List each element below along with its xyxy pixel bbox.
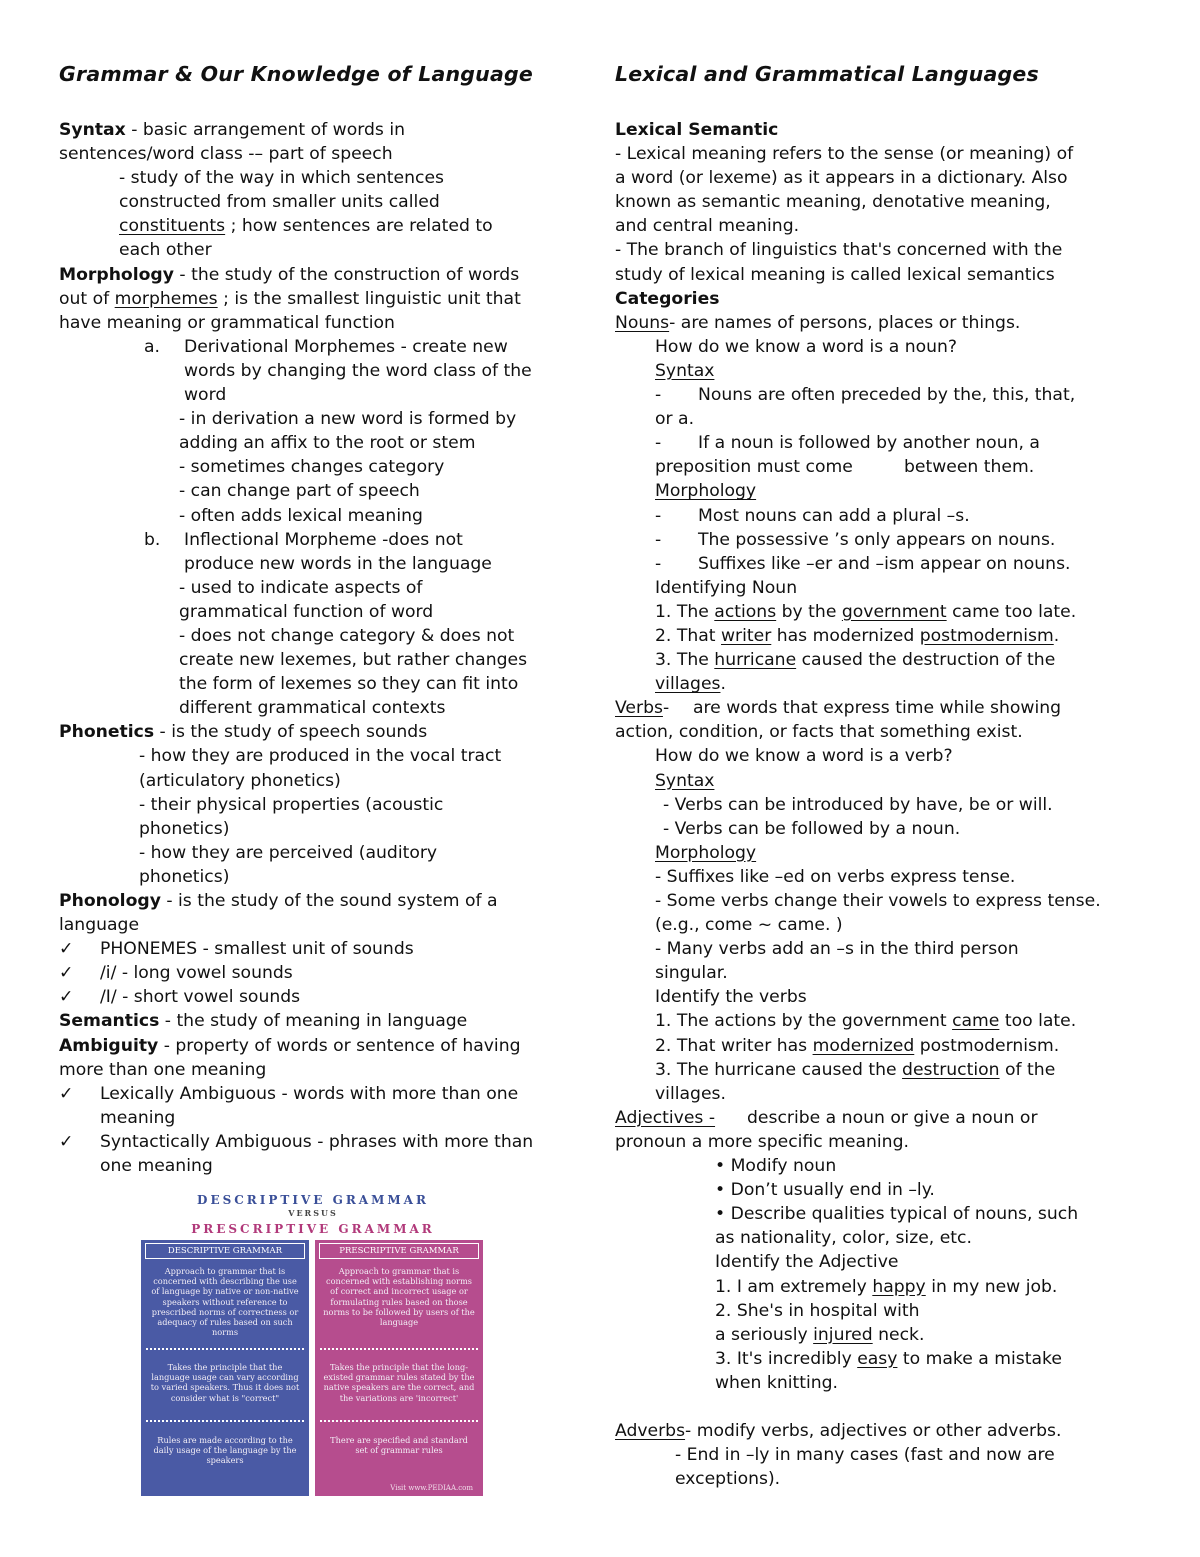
example-text: villages.: [655, 1083, 726, 1104]
adjectives-line: [615, 1130, 1160, 1154]
ambiguity-line: [59, 1082, 589, 1106]
example-text: 1. I am extremely: [715, 1276, 873, 1297]
adverbs-line: [615, 1467, 1160, 1491]
syntax-line: [59, 214, 589, 238]
adjectives-line: [615, 1202, 1160, 1226]
example-verb: destruction: [902, 1059, 1000, 1080]
adjectives-bullet: • Don’t usually end in –ly.: [715, 1180, 935, 1201]
adverbs-item: - End in –ly in many cases (fast and now are: [675, 1445, 1055, 1466]
divider: [320, 1348, 478, 1350]
categories-term: Categories: [615, 288, 720, 309]
dash: -: [655, 385, 662, 406]
phonetics-term: Phonetics: [59, 722, 155, 743]
ambiguity-def: more than one meaning: [59, 1059, 267, 1080]
example-text: when knitting.: [715, 1372, 839, 1393]
adjectives-example: [615, 1299, 1160, 1323]
phonetics-line: [59, 769, 589, 793]
infographic-versus: VERSUS: [288, 1208, 338, 1218]
example-text: 2. She's in hospital with: [715, 1300, 920, 1321]
descriptive-cell: Rules are made according to the daily usage of the language by the speakers: [153, 1435, 297, 1466]
nouns-item: or a.: [655, 409, 695, 430]
blank-line: [615, 1395, 1160, 1419]
morphology-line: [59, 552, 589, 576]
adverbs-term: Adverbs: [615, 1421, 686, 1442]
phonology-def: language: [59, 915, 140, 936]
morphology-line: [59, 576, 589, 600]
morphology-line: [59, 335, 589, 359]
verbs-item: - Suffixes like –ed on verbs express tense.: [655, 866, 1016, 887]
divider: [146, 1420, 304, 1422]
phonology-line: [59, 985, 589, 1009]
phonetics-item: phonetics): [139, 818, 230, 839]
dash: -: [655, 529, 662, 550]
lexsem-line: [615, 238, 1160, 262]
verbs-item: - Some verbs change their vowels to express tense.: [655, 891, 1101, 911]
morphology-line: [59, 359, 589, 383]
ambiguity-line: [59, 1154, 589, 1178]
morphology-item: - sometimes changes category: [179, 457, 445, 478]
syntax-subheading: Syntax: [655, 770, 715, 791]
morphology-line: [59, 455, 589, 479]
nouns-line: [615, 479, 1160, 503]
example-text: in my new job.: [925, 1276, 1058, 1297]
check-icon: ✓: [59, 987, 74, 1008]
example-noun: villages: [655, 674, 721, 695]
nouns-item: between them.: [904, 457, 1035, 478]
syntax-def: - basic arrangement of words in: [125, 120, 405, 140]
ambiguity-item: Syntactically Ambiguous - phrases with more than: [100, 1131, 534, 1152]
verbs-line: [615, 889, 1160, 913]
divider: [146, 1348, 304, 1350]
nouns-line: [615, 359, 1160, 383]
phonology-def: - is the study of the sound system of a: [160, 891, 498, 911]
example-text: has modernized: [771, 625, 920, 646]
adjectives-bullet: • Modify noun: [715, 1156, 837, 1177]
morphology-item: - in derivation a new word is formed by: [179, 409, 517, 430]
check-icon: ✓: [59, 1083, 74, 1104]
morphemes-term: morphemes: [114, 288, 218, 309]
nouns-example: [615, 648, 1160, 672]
example-text: 1. The actions by the government: [655, 1011, 953, 1032]
syntax-detail: ; how sentences are related to: [225, 216, 493, 237]
verbs-subheading: Identify the verbs: [655, 987, 807, 1008]
syntax-line: [59, 238, 589, 262]
descriptive-cell: Takes the principle that the language usage can vary according to varied speakers. Thus it does not consider what is "correct": [150, 1362, 300, 1403]
divider: [320, 1420, 478, 1422]
morphology-line: [59, 600, 589, 624]
phonology-line: [59, 913, 589, 937]
nouns-line: [615, 528, 1160, 552]
nouns-def: - are names of persons, places or things.: [669, 312, 1021, 333]
nouns-item: Nouns are often preceded by the, this, that,: [698, 385, 1076, 406]
nouns-line: [615, 407, 1160, 431]
nouns-subheading: Identifying Noun: [655, 577, 798, 598]
phonetics-line: [59, 744, 589, 768]
adjectives-line: [615, 1106, 1160, 1130]
morphology-item: Derivational Morphemes - create new: [184, 336, 508, 357]
syntax-term: Syntax: [59, 120, 126, 140]
lexsem-text: and central meaning.: [615, 216, 800, 237]
morphology-item: Inflectional Morpheme -does not: [184, 529, 463, 550]
phonology-item: PHONEMES - smallest unit of sounds: [100, 939, 414, 960]
syntax-detail: each other: [119, 240, 212, 261]
example-verb: came: [952, 1011, 1000, 1032]
morphology-subheading: Morphology: [655, 842, 757, 863]
nouns-example: [615, 672, 1160, 696]
prescriptive-column: [315, 1240, 483, 1496]
verbs-item: (e.g., come ~ came. ): [655, 915, 843, 936]
lexical-semantic-heading: [615, 118, 1160, 142]
example-verb: modernized: [812, 1035, 915, 1056]
categories-heading: [615, 287, 1160, 311]
example-adjective: easy: [857, 1348, 898, 1369]
adverbs-line: [615, 1419, 1160, 1443]
verbs-line: [615, 865, 1160, 889]
descriptive-heading: DESCRIPTIVE GRAMMAR: [145, 1243, 305, 1259]
phonetics-item: phonetics): [139, 866, 230, 887]
example-text: 1. The: [655, 601, 715, 622]
nouns-line: [615, 311, 1160, 335]
morphology-def: ; is the smallest linguistic unit that: [217, 288, 521, 309]
adjectives-bullet: as nationality, color, size, etc.: [715, 1228, 972, 1249]
nouns-line: [615, 576, 1160, 600]
syntax-line: [59, 118, 589, 142]
adjectives-term: Adjectives -: [615, 1107, 716, 1128]
lexsem-line: [615, 214, 1160, 238]
morphology-line: [59, 263, 589, 287]
verbs-line: [615, 720, 1160, 744]
adjectives-line: [615, 1226, 1160, 1250]
ambiguity-term: Ambiguity: [59, 1035, 159, 1056]
example-text: a seriously: [715, 1324, 814, 1345]
phonetics-line: [59, 793, 589, 817]
lexsem-text: known as semantic meaning, denotative meaning,: [615, 192, 1051, 213]
prescriptive-cell: Approach to grammar that is concerned with establishing norms of correct and incorrect usage or formulating rules based on those norms to be followed by users of the language: [323, 1266, 475, 1328]
phonetics-item: (articulatory phonetics): [139, 770, 341, 791]
morphology-line: [59, 672, 589, 696]
phonetics-item: - how they are perceived (auditory: [139, 842, 438, 863]
nouns-item: If a noun is followed by another noun, a: [698, 433, 1040, 454]
right-title: Lexical and Grammatical Languages: [615, 62, 1039, 86]
verbs-def: are words that express time while showing: [692, 698, 1062, 719]
adjectives-example: [615, 1275, 1160, 1299]
verbs-line: [615, 817, 1160, 841]
nouns-question: How do we know a word is a noun?: [655, 336, 958, 357]
example-text: 3. The: [655, 650, 715, 671]
verbs-item: singular.: [655, 963, 728, 984]
ambiguity-line: [59, 1106, 589, 1130]
morphology-subheading: Morphology: [655, 481, 757, 502]
lexsem-line: [615, 190, 1160, 214]
example-text: postmodernism.: [914, 1035, 1060, 1056]
verbs-dash: -: [662, 698, 670, 719]
check-icon: ✓: [59, 963, 74, 984]
dash: -: [655, 505, 662, 526]
lexsem-text: - Lexical meaning refers to the sense (or meaning) of: [615, 144, 1074, 165]
ambiguity-item: meaning: [100, 1107, 176, 1128]
ambiguity-item: Lexically Ambiguous - words with more than one: [100, 1083, 519, 1104]
nouns-item: preposition must come: [655, 457, 853, 478]
lexical-semantic-term: Lexical Semantic: [615, 120, 779, 140]
ambiguity-line: [59, 1130, 589, 1154]
check-icon: ✓: [59, 939, 74, 960]
ambiguity-def: - property of words or sentence of having: [158, 1035, 521, 1056]
adjectives-line: [615, 1178, 1160, 1202]
morphology-line: [59, 407, 589, 431]
example-noun: government: [841, 601, 947, 622]
lexsem-line: [615, 263, 1160, 287]
example-text: .: [720, 674, 726, 695]
descriptive-column: [141, 1240, 309, 1496]
syntax-line: [59, 190, 589, 214]
morphology-item: produce new words in the language: [184, 553, 492, 574]
verbs-term: Verbs: [615, 698, 663, 719]
adverbs-def: - modify verbs, adjectives or other adverbs.: [685, 1421, 1062, 1442]
morphology-line: [59, 504, 589, 528]
morphology-line: [59, 383, 589, 407]
example-text: of the: [999, 1059, 1056, 1080]
syntax-line: [59, 142, 589, 166]
dash: -: [655, 553, 662, 574]
morphology-line: [59, 528, 589, 552]
syntax-detail: - study of the way in which sentences: [119, 168, 444, 189]
morphology-item: adding an affix to the root or stem: [179, 433, 476, 454]
prescriptive-cell: Takes the principle that the long-existed grammar rules stated by the native speakers are the correct, and the variations are 'incorrect': [323, 1362, 475, 1403]
adjectives-example: [615, 1371, 1160, 1395]
lexsem-line: [615, 166, 1160, 190]
verbs-item: - Verbs can be followed by a noun.: [663, 818, 961, 839]
morphology-def: have meaning or grammatical function: [59, 312, 395, 333]
morphology-item: - used to indicate aspects of: [179, 577, 423, 598]
example-text: 3. The hurricane caused the: [655, 1059, 903, 1080]
adverbs-item: exceptions).: [675, 1469, 781, 1490]
morphology-line: [59, 287, 589, 311]
example-noun: hurricane: [714, 650, 797, 671]
verbs-item: - Many verbs add an –s in the third person: [655, 939, 1019, 960]
phonology-line: [59, 961, 589, 985]
semantics-def: - the study of meaning in language: [159, 1011, 468, 1032]
infographic-title: DESCRIPTIVE GRAMMAR: [197, 1193, 429, 1207]
infographic-subtitle: PRESCRIPTIVE GRAMMAR: [191, 1222, 435, 1236]
adjectives-subheading: Identify the Adjective: [715, 1252, 899, 1273]
example-text: 2. That writer has: [655, 1035, 813, 1056]
phonetics-item: - their physical properties (acoustic: [139, 794, 444, 815]
nouns-line: [615, 335, 1160, 359]
right-body: [615, 118, 1160, 1491]
example-text: neck.: [872, 1324, 925, 1345]
adjectives-def: pronoun a more specific meaning.: [615, 1131, 909, 1152]
verbs-line: [615, 985, 1160, 1009]
nouns-example: [615, 624, 1160, 648]
nouns-line: [615, 431, 1160, 455]
morphology-line: [59, 624, 589, 648]
verbs-item: - Verbs can be introduced by have, be or will.: [663, 794, 1053, 815]
syntax-subheading: Syntax: [655, 360, 715, 381]
check-icon: ✓: [59, 1131, 74, 1152]
phonetics-line: [59, 720, 589, 744]
example-noun: writer: [721, 625, 772, 646]
phonology-line: [59, 937, 589, 961]
phonology-line: [59, 889, 589, 913]
lexsem-text: study of lexical meaning is called lexical semantics: [615, 264, 1055, 285]
example-text: caused the destruction of the: [796, 650, 1056, 671]
morphology-def: - the study of the construction of words: [173, 264, 520, 285]
phonology-item: /i/ - long vowel sounds: [100, 963, 293, 984]
example-text: to make a mistake: [897, 1348, 1062, 1369]
morphology-item: - often adds lexical meaning: [179, 505, 423, 526]
left-title: Grammar & Our Knowledge of Language: [59, 62, 533, 86]
verbs-example: [615, 1034, 1160, 1058]
phonology-item: /I/ - short vowel sounds: [100, 987, 301, 1008]
phonetics-line: [59, 865, 589, 889]
example-text: 3. It's incredibly: [715, 1348, 858, 1369]
prescriptive-cell: There are specified and standard set of grammar rules: [330, 1435, 468, 1456]
verbs-line: [615, 961, 1160, 985]
example-text: .: [1053, 625, 1060, 646]
nouns-line: [615, 383, 1160, 407]
example-noun: postmodernism: [919, 625, 1054, 646]
verbs-example: [615, 1082, 1160, 1106]
morphology-item: words by changing the word class of the: [184, 360, 532, 381]
adjectives-line: [615, 1250, 1160, 1274]
morphology-item: - does not change category & does not: [179, 625, 515, 646]
semantics-line: [59, 1009, 589, 1033]
nouns-line: [615, 504, 1160, 528]
morphology-item: word: [184, 385, 227, 406]
morphology-term: Morphology: [59, 264, 174, 285]
adjectives-line: [615, 1154, 1160, 1178]
list-marker: a.: [144, 336, 160, 357]
example-adjective: injured: [813, 1324, 873, 1345]
verbs-example: [615, 1058, 1160, 1082]
example-text: came too late.: [946, 601, 1077, 622]
verbs-def: action, condition, or facts that something exist.: [615, 722, 1023, 743]
example-noun: actions: [714, 601, 777, 622]
syntax-line: [59, 166, 589, 190]
example-text: too late.: [999, 1011, 1077, 1032]
verbs-line: [615, 793, 1160, 817]
lexsem-line: [615, 142, 1160, 166]
nouns-term: Nouns: [615, 312, 670, 333]
morphology-line: [59, 431, 589, 455]
example-text: by the: [776, 601, 842, 622]
lexsem-text: a word (or lexeme) as it appears in a dictionary. Also: [615, 168, 1068, 189]
adverbs-line: [615, 1443, 1160, 1467]
example-adjective: happy: [872, 1276, 926, 1297]
nouns-line: [615, 455, 1160, 479]
nouns-item: Most nouns can add a plural –s.: [698, 505, 970, 526]
descriptive-cell: Approach to grammar that is concerned with describing the use of language by native or non-native speakers without reference to prescribed norms of correctness or adequacy of rules based on such norms: [151, 1266, 299, 1338]
morphology-line: [59, 696, 589, 720]
verbs-example: [615, 1009, 1160, 1033]
morphology-item: different grammatical contexts: [179, 698, 446, 719]
adjectives-def: describe a noun or give a noun or: [747, 1107, 1038, 1128]
dash: -: [655, 433, 662, 454]
adjectives-example: [615, 1323, 1160, 1347]
list-marker: b.: [144, 529, 161, 550]
example-text: 2. That: [655, 625, 721, 646]
constituents-term: constituents: [119, 216, 226, 237]
lexsem-text: - The branch of linguistics that's concerned with the: [615, 240, 1063, 261]
morphology-def: out of: [59, 288, 115, 309]
nouns-item: The possessive ’s only appears on nouns.: [698, 529, 1056, 550]
ambiguity-line: [59, 1058, 589, 1082]
adjectives-example: [615, 1347, 1160, 1371]
phonetics-item: - how they are produced in the vocal tract: [139, 746, 502, 767]
adjectives-bullet: • Describe qualities typical of nouns, such: [715, 1204, 1079, 1225]
verbs-line: [615, 937, 1160, 961]
ambiguity-item: one meaning: [100, 1156, 213, 1177]
phonetics-line: [59, 841, 589, 865]
verbs-line: [615, 841, 1160, 865]
verbs-line: [615, 696, 1160, 720]
verbs-question: How do we know a word is a verb?: [655, 746, 953, 767]
nouns-example: [615, 600, 1160, 624]
semantics-term: Semantics: [59, 1011, 160, 1032]
morphology-item: the form of lexemes so they can fit into: [179, 674, 519, 695]
infographic-source: Visit www.PEDIAA.com: [390, 1484, 473, 1492]
morphology-line: [59, 311, 589, 335]
left-body: [59, 118, 589, 1178]
morphology-line: [59, 648, 589, 672]
prescriptive-heading: PRESCRIPTIVE GRAMMAR: [319, 1243, 479, 1259]
verbs-line: [615, 913, 1160, 937]
syntax-detail: constructed from smaller units called: [119, 192, 440, 213]
phonetics-line: [59, 817, 589, 841]
syntax-def: sentences/word class -– part of speech: [59, 144, 393, 165]
phonology-term: Phonology: [59, 891, 161, 911]
verbs-line: [615, 744, 1160, 768]
grammar-infographic: [141, 1190, 485, 1496]
morphology-line: [59, 479, 589, 503]
phonetics-def: - is the study of speech sounds: [154, 722, 428, 743]
morphology-item: - can change part of speech: [179, 481, 420, 502]
nouns-item: Suffixes like –er and –ism appear on nouns.: [698, 553, 1071, 574]
morphology-item: create new lexemes, but rather changes: [179, 650, 528, 671]
ambiguity-line: [59, 1034, 589, 1058]
morphology-item: grammatical function of word: [179, 601, 434, 622]
nouns-line: [615, 552, 1160, 576]
verbs-line: [615, 769, 1160, 793]
